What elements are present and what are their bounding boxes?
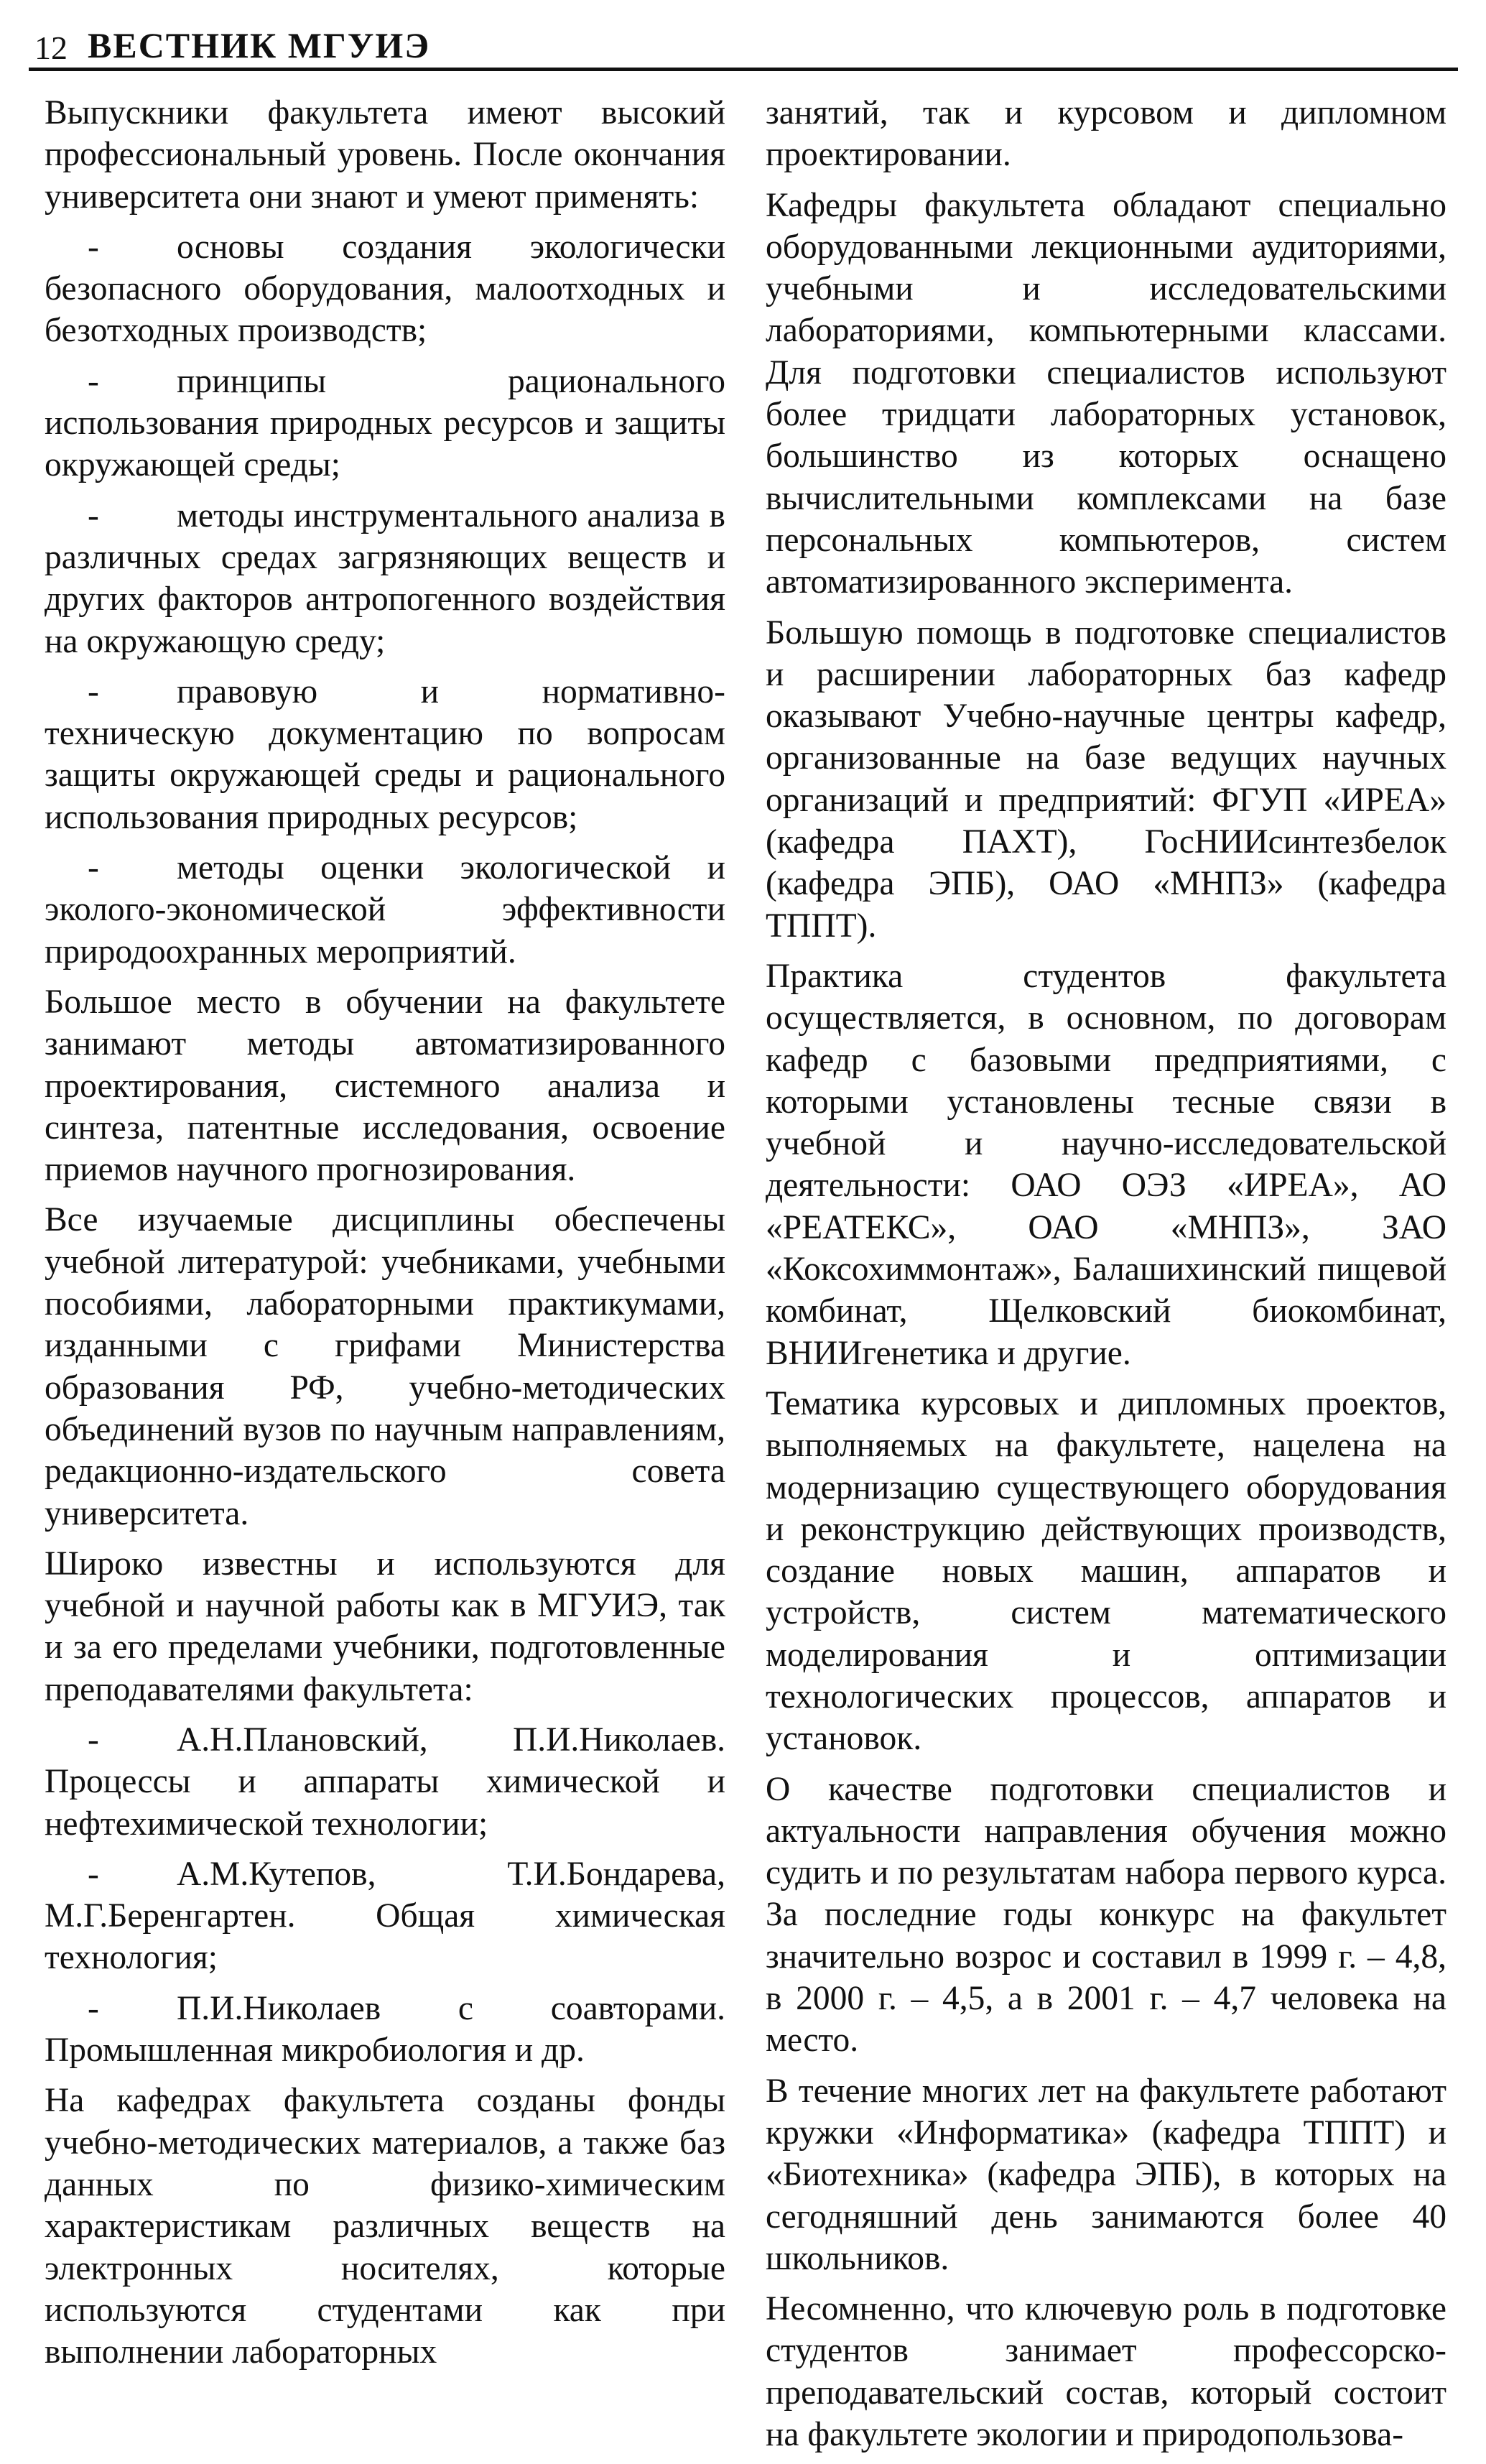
list-dash: - bbox=[88, 228, 99, 266]
list-dash: - bbox=[88, 1989, 99, 2027]
list-item bbox=[45, 1988, 725, 2072]
page-number: 12 bbox=[34, 29, 68, 66]
list-item bbox=[45, 495, 725, 662]
list-dash: - bbox=[88, 496, 99, 534]
labs-paragraph: Кафедры факультета обладают специально оборудованными лекционными аудиториями, учебными и исследовательскими лабораториями, компьютерными классами. Для подготовки специалистов используют более тридцати лабораторных установок, большинство из которых оснащено вычислительными комплексами на базе персональных компьютеров, систем автоматизированного эксперимента. bbox=[766, 186, 1446, 601]
list-item bbox=[45, 847, 725, 973]
list-item-text: принципы рационального использования природных ресурсов и защиты окружающей среды; bbox=[45, 362, 725, 484]
right-column bbox=[766, 92, 1446, 2464]
list-item bbox=[45, 226, 725, 352]
list-dash: - bbox=[88, 1720, 99, 1759]
literature-paragraph: Все изучаемые дисциплины обеспечены учебной литературой: учебниками, учебными пособиями, лабораторными практикумами, изданными с грифами Министерства образования РФ, учебно-методических объединений вузов по научным направлениям, редакционно-издательского совета университета. bbox=[45, 1201, 725, 1532]
methods-paragraph: Большое место в обучении на факультете занимают методы автоматизированного проектирования, системного анализа и синтеза, патентные исследования, освоение приемов научного прогнозирования. bbox=[45, 983, 725, 1189]
textbooks-paragraph: Широко известны и используются для учебной и научной работы как в МГУИЭ, так и за его пределами учебники, подготовленные преподавателями факультета: bbox=[45, 1544, 725, 1708]
practice-paragraph: Практика студентов факультета осуществляется, в основном, по договорам кафедр с базовыми предприятиями, с которыми установлены тесные связи в учебной и научно-исследовательской деятельности: ОАО ОЭЗ «ИРЕА», АО «РЕАТЕКС», ОАО «МНПЗ», ЗАО «Коксохиммонтаж», Балашихинский пищевой комбинат, Щелковский биокомбинат, ВНИИгенетика и другие. bbox=[766, 957, 1446, 1372]
list-item bbox=[45, 361, 725, 486]
publication-title: ВЕСТНИК МГУИЭ bbox=[88, 25, 431, 65]
funds-paragraph: На кафедрах факультета созданы фонды учебно-методических материалов, а также баз данных по физико-химическим характеристикам различных веществ на электронных носителях, которые используются студентами как при выполнении лабораторных bbox=[45, 2082, 725, 2371]
intro-paragraph: Выпускники факультета имеют высокий профессиональный уровень. После окончания университета они знают и умеют применять: bbox=[45, 94, 725, 216]
list-item bbox=[45, 1719, 725, 1845]
clubs-paragraph: В течение многих лет на факультете работают кружки «Информатика» (кафедра ТППТ) и «Биотехника» (кафедра ЭПБ), в которых на сегодняшний день занимаются более 40 школьников. bbox=[766, 2072, 1446, 2277]
list-item-text: методы инструментального анализа в различных средах загрязняющих веществ и других факторов антропогенного воздействия на окружающую среду; bbox=[45, 496, 725, 660]
list-item bbox=[45, 671, 725, 838]
staff-paragraph: Несомненно, что ключевую роль в подготовке студентов занимает профессорско-преподавательский состав, который состоит на факультете экологии и природопользова- bbox=[766, 2290, 1446, 2454]
list-item-text: методы оценки экологической и эколого-экономической эффективности природоохранных мероприятий. bbox=[45, 849, 725, 971]
list-dash: - bbox=[88, 1855, 99, 1893]
list-dash: - bbox=[88, 362, 99, 400]
left-column bbox=[45, 92, 725, 2381]
projects-paragraph: Тематика курсовых и дипломных проектов, выполняемых на факультете, нацелена на модернизацию существующего оборудования и реконструкцию действующих производств, создание новых машин, аппаратов и устройств, систем математического моделирования и оптимизации технологических процессов, аппаратов и установок. bbox=[766, 1384, 1446, 1758]
quality-paragraph: О качестве подготовки специалистов и актуальности направления обучения можно судить и по результатам набора первого курса. За последние годы конкурс на факультет значительно возрос и составил в 1999 г. – 4,8, в 2000 г. – 4,5, а в 2001 г. – 4,7 человека на место. bbox=[766, 1770, 1446, 2060]
list-item-text: А.Н.Плановский, П.И.Николаев. Процессы и аппараты химической и нефтехимической технологии; bbox=[45, 1720, 725, 1843]
list-dash: - bbox=[88, 672, 99, 710]
list-dash: - bbox=[88, 849, 99, 887]
continued-paragraph: занятий, так и курсовом и дипломном проектировании. bbox=[766, 94, 1446, 174]
list-item-text: правовую и нормативно-техническую документацию по вопросам защиты окружающей среды и рационального использования природных ресурсов; bbox=[45, 672, 725, 836]
list-item bbox=[45, 1853, 725, 1979]
page-header bbox=[29, 22, 1458, 71]
centers-paragraph: Большую помощь в подготовке специалистов и расширении лабораторных баз кафедр оказывают Учебно-научные центры кафедр, организованные на базе ведущих научных организаций и предприятий: ФГУП «ИРЕА» (кафедра ПАХТ), ГосНИИсинтезбелок (кафедра ЭПБ), ОАО «МНПЗ» (кафедра ТППТ). bbox=[766, 613, 1446, 945]
list-item-text: основы создания экологически безопасного оборудования, малоотходных и безотходных производств; bbox=[45, 228, 725, 350]
list-item-text: П.И.Николаев с соавторами. Промышленная микробиология и др. bbox=[45, 1989, 725, 2070]
list-item-text: А.М.Кутепов, Т.И.Бондарева, М.Г.Беренгартен. Общая химическая технология; bbox=[45, 1855, 725, 1977]
